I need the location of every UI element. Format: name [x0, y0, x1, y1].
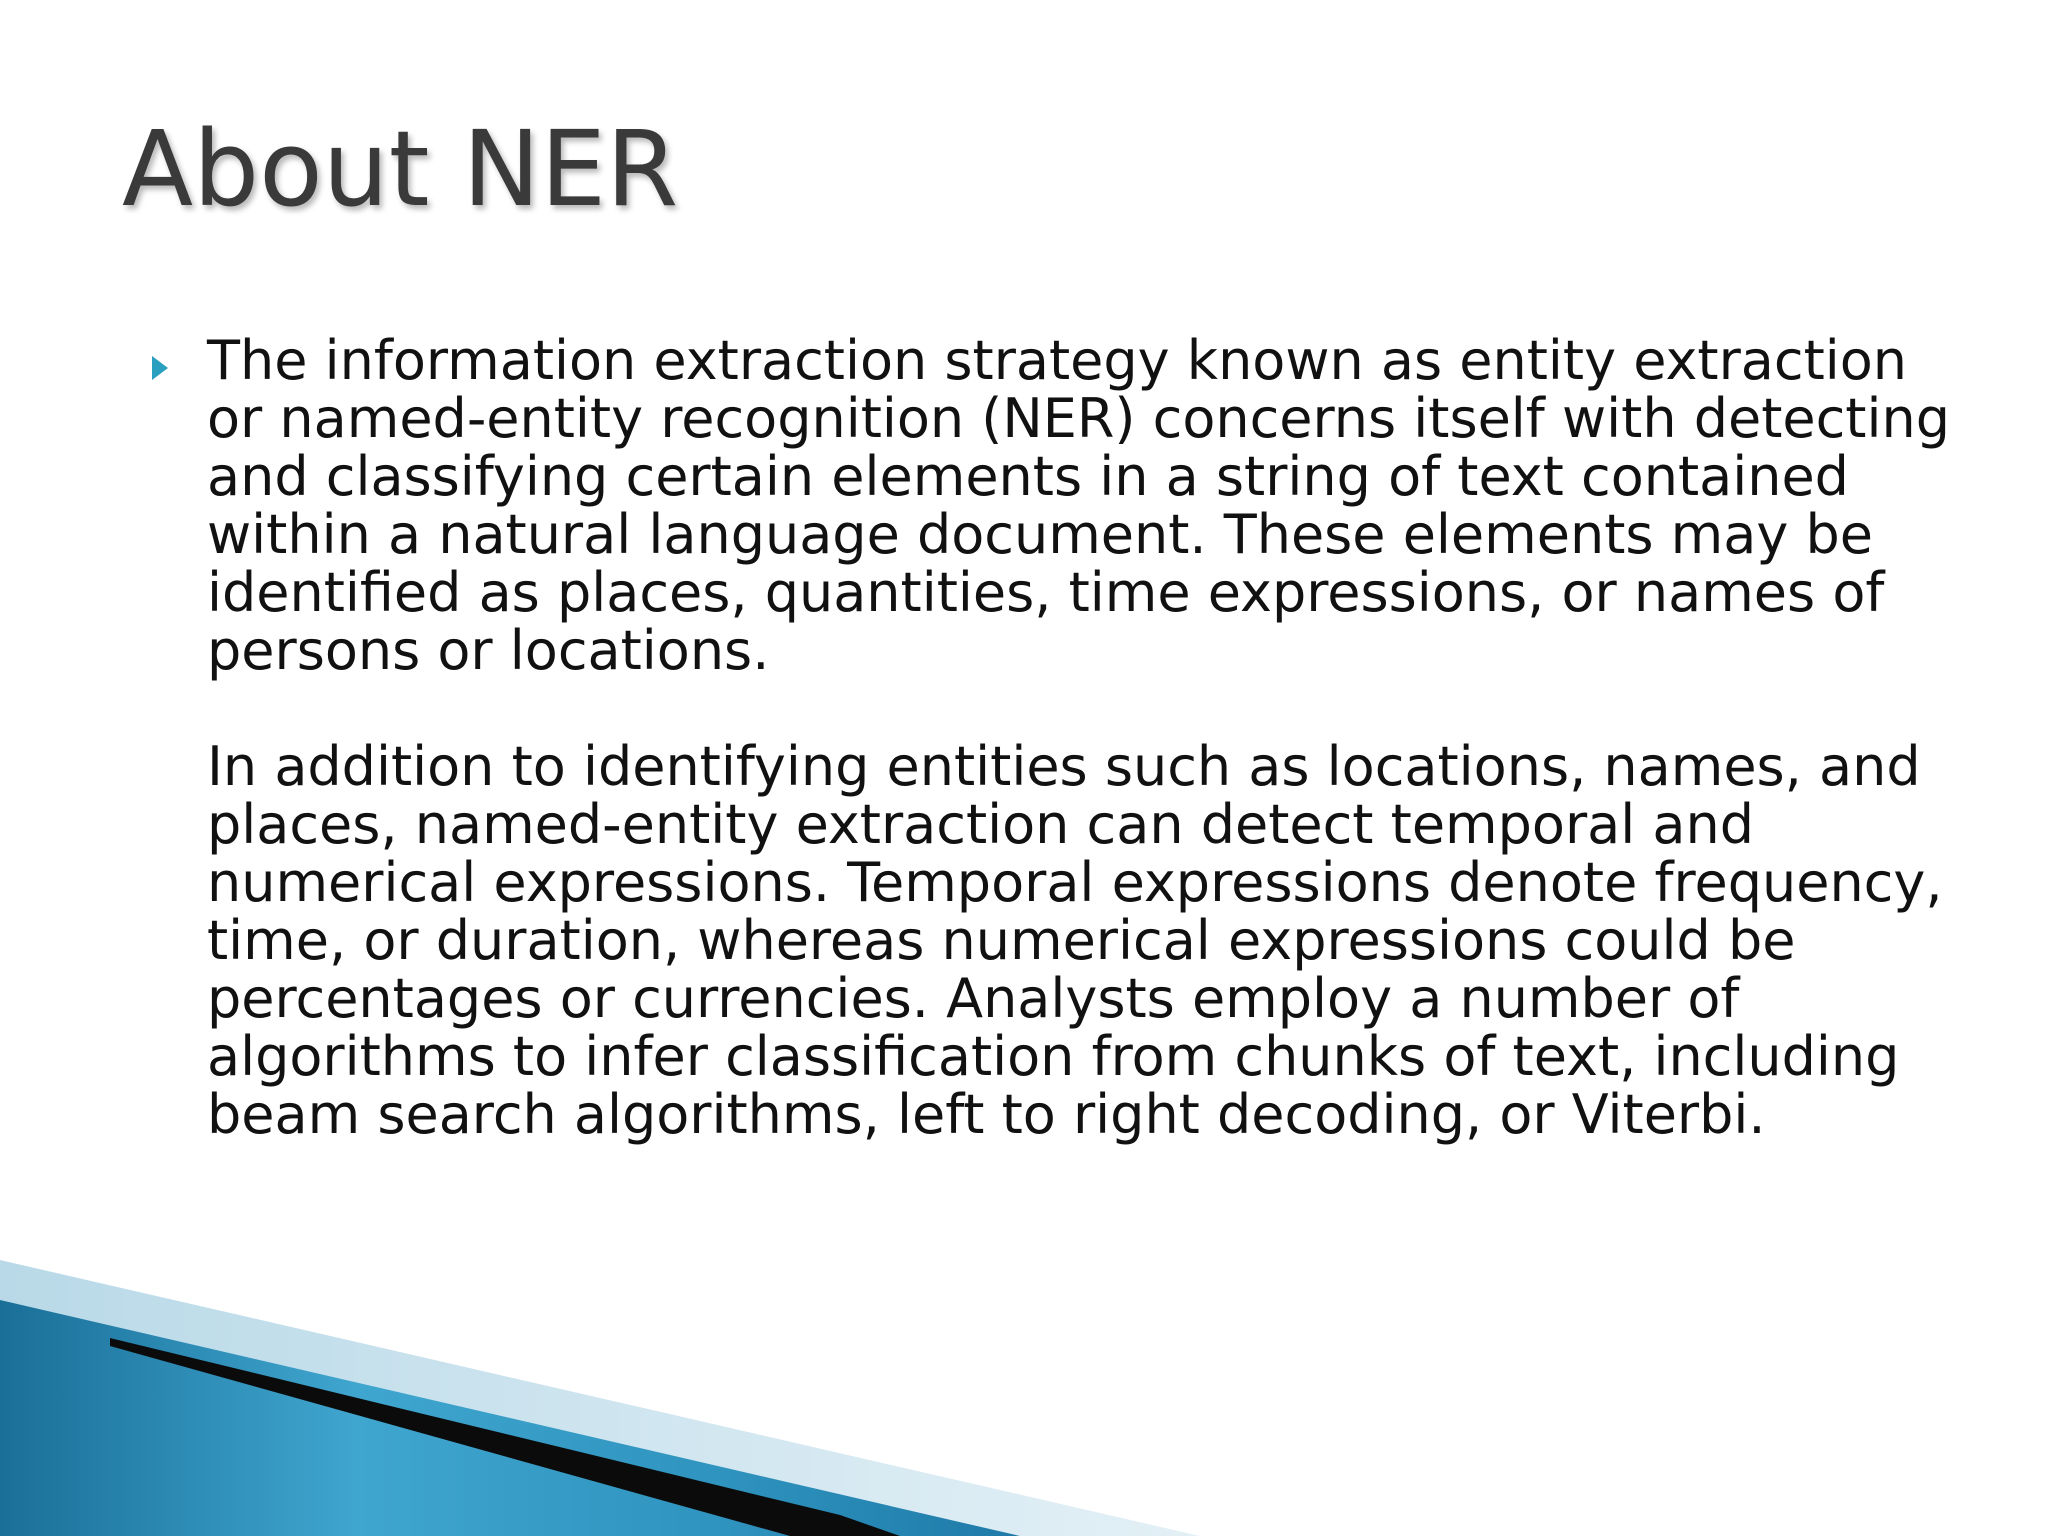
paragraph-2: In addition to identifying entities such as locations, names, and places, named-entity extraction can detect temporal and numerical expressions. Temporal expressions denote frequency, time, or duration, whereas numerical expressions could be percentages or currencies. Analysts employ a number of algorithms to infer classification from chunks of text, including beam search algorithms, left to right decoding, or Viterbi.	[207, 735, 1943, 1146]
triangle-bullet-icon	[152, 356, 168, 380]
slide-title: About NER	[122, 108, 679, 230]
paragraph-1: The information extraction strategy known as entity extraction or named-entity recognition (NER) concerns itself with detecting and classifying certain elements in a string of text contained within a natural language document. These elements may be identified as places, quantities, time expressions, or names of persons or locations.	[207, 329, 1950, 682]
slide-body	[207, 329, 1977, 1146]
corner-wave-decoration	[0, 1260, 2048, 1536]
